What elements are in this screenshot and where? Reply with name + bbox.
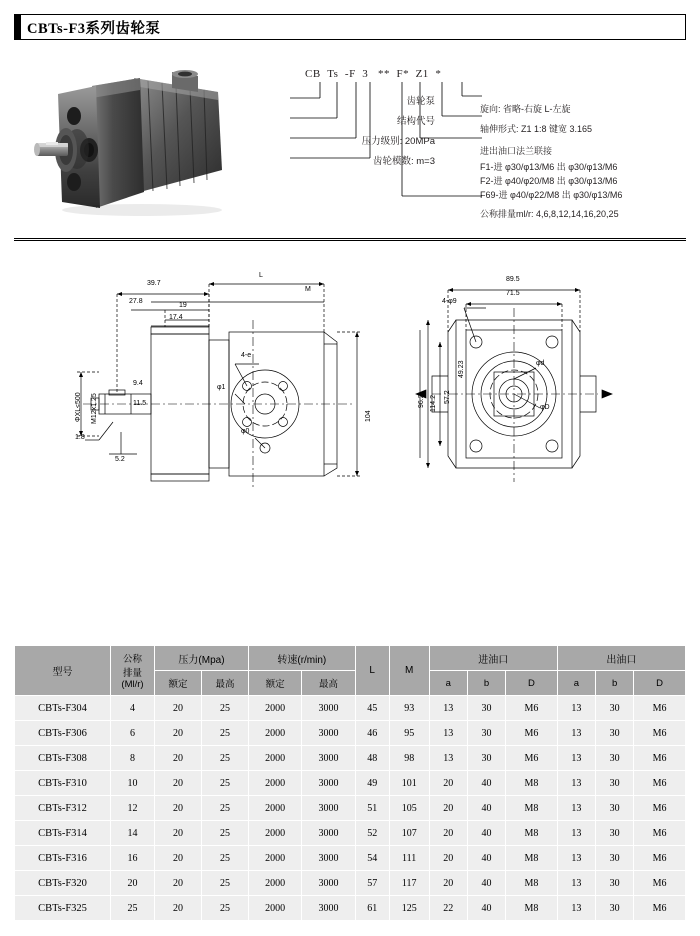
code-part-2: -F (344, 68, 356, 80)
th-inlet-a: a (429, 671, 467, 696)
cell-L: 57 (355, 871, 389, 896)
cell-out_a: 13 (557, 821, 595, 846)
header-accent-bar (15, 15, 21, 39)
front-view-drawing (414, 272, 664, 522)
cell-L: 45 (355, 696, 389, 721)
cell-L: 46 (355, 721, 389, 746)
dim-4-phi9: 4-φ9 (442, 298, 457, 305)
model-code-string (305, 68, 441, 80)
cell-disp: 10 (111, 771, 155, 796)
th-speed-rated: 额定 (248, 671, 301, 696)
cell-p_rated: 20 (155, 771, 202, 796)
table-body (15, 696, 686, 921)
code-right-label-5: F69-进 φ40/φ22/M8 出 φ30/φ13/M6 (480, 190, 623, 200)
dim-phi0: φ0 (241, 428, 250, 435)
product-overview-section (0, 46, 700, 231)
cell-model: CBTs-F304 (15, 696, 111, 721)
cell-in_D: M6 (506, 696, 558, 721)
cell-disp: 20 (111, 871, 155, 896)
dim-phi-D: φD (540, 404, 550, 411)
cell-in_b: 30 (467, 746, 505, 771)
code-part-3: 3 (362, 68, 369, 80)
cell-disp: 4 (111, 696, 155, 721)
cell-p_rated: 20 (155, 896, 202, 921)
cell-in_b: 40 (467, 821, 505, 846)
th-outlet-a: a (557, 671, 595, 696)
cell-in_D: M8 (506, 871, 558, 896)
table-row (15, 746, 686, 771)
code-part-6: Z1 (415, 68, 429, 80)
cell-model: CBTs-F325 (15, 896, 111, 921)
cell-model: CBTs-F306 (15, 721, 111, 746)
cell-n_rated: 2000 (248, 721, 301, 746)
th-outlet-D: D (634, 671, 686, 696)
cell-L: 49 (355, 771, 389, 796)
table-head (15, 646, 686, 696)
th-M: M (389, 646, 429, 696)
cell-out_b: 30 (596, 821, 634, 846)
dim-4-e: 4-е (241, 352, 252, 359)
dim-xl500: ΦXL≤500 (75, 392, 82, 422)
dim-19: 19 (179, 302, 187, 309)
cell-out_D: M6 (634, 771, 686, 796)
cell-n_rated: 2000 (248, 746, 301, 771)
cell-out_a: 13 (557, 846, 595, 871)
cell-p_max: 25 (201, 771, 248, 796)
cell-M: 101 (389, 771, 429, 796)
cell-disp: 12 (111, 796, 155, 821)
cell-model: CBTs-F312 (15, 796, 111, 821)
dim-phi1: φ1 (217, 384, 226, 391)
cell-p_rated: 20 (155, 696, 202, 721)
code-left-label-2: 压力级别: 20MPa (361, 136, 435, 147)
cell-out_D: M6 (634, 696, 686, 721)
code-part-7: * (435, 68, 442, 80)
cell-p_max: 25 (201, 721, 248, 746)
table-row (15, 821, 686, 846)
cell-p_max: 25 (201, 746, 248, 771)
code-part-1: Ts (327, 68, 339, 80)
cell-n_rated: 2000 (248, 846, 301, 871)
cell-out_a: 13 (557, 871, 595, 896)
code-left-label-1: 结构代号 (396, 116, 435, 127)
cell-M: 93 (389, 696, 429, 721)
cell-n_max: 3000 (302, 896, 355, 921)
cell-in_b: 30 (467, 721, 505, 746)
dim-89-5: 89.5 (506, 276, 520, 283)
dim-39-7: 39.7 (147, 280, 161, 287)
cell-disp: 25 (111, 896, 155, 921)
table-row (15, 696, 686, 721)
cell-p_rated: 20 (155, 746, 202, 771)
cell-in_a: 13 (429, 746, 467, 771)
cell-out_a: 13 (557, 696, 595, 721)
cell-in_D: M8 (506, 846, 558, 871)
specification-table (14, 645, 686, 921)
cell-out_b: 30 (596, 771, 634, 796)
cell-in_a: 20 (429, 871, 467, 896)
cell-M: 107 (389, 821, 429, 846)
cell-out_a: 13 (557, 771, 595, 796)
cell-disp: 14 (111, 821, 155, 846)
dim-57-2: 57.2 (444, 390, 451, 404)
code-left-label-3: 齿轮模数: m=3 (372, 156, 435, 167)
th-inlet: 进油口 (429, 646, 557, 671)
cell-M: 98 (389, 746, 429, 771)
cell-in_D: M8 (506, 896, 558, 921)
cell-p_rated: 20 (155, 871, 202, 896)
cell-n_max: 3000 (302, 746, 355, 771)
table-row (15, 796, 686, 821)
dim-49-23: 49.23 (458, 360, 465, 378)
cell-in_a: 13 (429, 721, 467, 746)
th-model: 型号 (15, 646, 111, 696)
cell-M: 125 (389, 896, 429, 921)
th-speed: 转速(r/min) (248, 646, 355, 671)
cell-out_a: 13 (557, 721, 595, 746)
cell-disp: 6 (111, 721, 155, 746)
cell-in_b: 30 (467, 696, 505, 721)
cell-L: 54 (355, 846, 389, 871)
cell-M: 111 (389, 846, 429, 871)
cell-out_a: 13 (557, 746, 595, 771)
cell-n_rated: 2000 (248, 821, 301, 846)
cell-in_D: M6 (506, 721, 558, 746)
th-displacement-line1: 公称 排量 (Ml/r) (121, 654, 144, 690)
cell-p_rated: 20 (155, 821, 202, 846)
th-outlet-b: b (596, 671, 634, 696)
dim-27-8: 27.8 (129, 298, 143, 305)
cell-n_rated: 2000 (248, 696, 301, 721)
dim-M: M (305, 286, 311, 293)
cell-L: 51 (355, 796, 389, 821)
code-part-4: ** (377, 68, 390, 80)
cell-out_D: M6 (634, 721, 686, 746)
cell-in_b: 40 (467, 796, 505, 821)
technical-drawings-section (14, 262, 686, 620)
th-speed-max: 最高 (302, 671, 355, 696)
cell-p_rated: 20 (155, 721, 202, 746)
section-divider (14, 238, 686, 241)
cell-in_a: 22 (429, 896, 467, 921)
cell-out_b: 30 (596, 721, 634, 746)
cell-L: 61 (355, 896, 389, 921)
th-pressure: 压力(Mpa) (155, 646, 249, 671)
cell-p_max: 25 (201, 696, 248, 721)
cell-n_rated: 2000 (248, 796, 301, 821)
cell-n_rated: 2000 (248, 871, 301, 896)
cell-n_max: 3000 (302, 796, 355, 821)
cell-p_rated: 20 (155, 796, 202, 821)
th-pressure-rated: 额定 (155, 671, 202, 696)
th-inlet-b: b (467, 671, 505, 696)
table-row (15, 896, 686, 921)
cell-out_b: 30 (596, 871, 634, 896)
th-inlet-D: D (506, 671, 558, 696)
dim-m12: M12х1.25 (91, 393, 98, 424)
cell-in_b: 40 (467, 871, 505, 896)
dim-96-2: 96.2 (418, 394, 425, 408)
cell-model: CBTs-F310 (15, 771, 111, 796)
cell-out_b: 30 (596, 846, 634, 871)
th-displacement (111, 646, 155, 696)
cell-in_b: 40 (467, 896, 505, 921)
cell-in_a: 20 (429, 796, 467, 821)
code-right-label-2: 进出油口法兰联接 (480, 146, 553, 156)
dim-11-5: 11.5 (133, 400, 147, 407)
code-right-label-3: F1-进 φ30/φ13/M6 出 φ30/φ13/M6 (480, 162, 618, 172)
page-header (14, 14, 686, 40)
code-right-label-6: 公称排量ml/r: 4,6,8,12,14,16,20,25 (480, 209, 619, 219)
cell-model: CBTs-F314 (15, 821, 111, 846)
code-right-label-4: F2-进 φ40/φ20/M8 出 φ30/φ13/M6 (480, 176, 618, 186)
cell-out_b: 30 (596, 746, 634, 771)
dim-phi-d: φd (536, 360, 545, 367)
cell-p_max: 25 (201, 821, 248, 846)
cell-out_a: 13 (557, 796, 595, 821)
table-row (15, 721, 686, 746)
dim-9-4: 9.4 (133, 380, 143, 387)
cell-in_b: 40 (467, 771, 505, 796)
side-view-drawing (69, 272, 372, 522)
cell-out_a: 13 (557, 896, 595, 921)
cell-n_rated: 2000 (248, 771, 301, 796)
dim-taper: 1:8 (75, 434, 85, 441)
code-right-label-1: 轴伸形式: Z1 1:8 键宽 3.165 (480, 124, 593, 134)
cell-p_rated: 20 (155, 846, 202, 871)
cell-out_D: M6 (634, 871, 686, 896)
cell-n_max: 3000 (302, 846, 355, 871)
cell-out_D: M6 (634, 821, 686, 846)
pump-photo (22, 50, 272, 220)
cell-n_max: 3000 (302, 696, 355, 721)
dim-114-2: 114.2 (430, 395, 437, 412)
specification-table-wrapper (14, 645, 686, 921)
cell-n_max: 3000 (302, 871, 355, 896)
code-part-5: F* (396, 68, 410, 80)
cell-M: 95 (389, 721, 429, 746)
th-L: L (355, 646, 389, 696)
cell-p_max: 25 (201, 846, 248, 871)
dim-71-5: 71.5 (506, 290, 520, 297)
cell-out_D: M6 (634, 896, 686, 921)
model-code-diagram (290, 56, 690, 226)
cell-out_D: M6 (634, 746, 686, 771)
cell-out_b: 30 (596, 796, 634, 821)
table-header-row-1 (15, 646, 686, 671)
cell-in_b: 40 (467, 846, 505, 871)
cell-M: 105 (389, 796, 429, 821)
cell-disp: 8 (111, 746, 155, 771)
page-title: CBTs-F3系列齿轮泵 (27, 20, 161, 37)
cell-in_D: M8 (506, 771, 558, 796)
dim-17-4: 17.4 (169, 314, 183, 321)
dim-104: 104 (365, 410, 372, 422)
code-part-0: CB (305, 68, 321, 80)
cell-model: CBTs-F320 (15, 871, 111, 896)
code-right-label-0: 旋向: 省略-右旋 L-左旋 (480, 104, 571, 114)
dim-L: L (259, 272, 263, 279)
cell-L: 48 (355, 746, 389, 771)
cell-p_max: 25 (201, 796, 248, 821)
cell-out_b: 30 (596, 896, 634, 921)
cell-p_max: 25 (201, 896, 248, 921)
table-row (15, 871, 686, 896)
cell-out_D: M6 (634, 846, 686, 871)
cell-p_max: 25 (201, 871, 248, 896)
th-pressure-max: 最高 (201, 671, 248, 696)
cell-n_max: 3000 (302, 721, 355, 746)
cell-model: CBTs-F308 (15, 746, 111, 771)
cell-model: CBTs-F316 (15, 846, 111, 871)
cell-out_D: M6 (634, 796, 686, 821)
cell-in_D: M8 (506, 821, 558, 846)
cell-n_max: 3000 (302, 771, 355, 796)
table-row (15, 846, 686, 871)
cell-out_b: 30 (596, 696, 634, 721)
cell-disp: 16 (111, 846, 155, 871)
code-left-label-0: 齿轮泵 (406, 96, 435, 107)
cell-n_max: 3000 (302, 821, 355, 846)
table-row (15, 771, 686, 796)
cell-in_D: M8 (506, 796, 558, 821)
cell-in_a: 13 (429, 696, 467, 721)
cell-in_D: M6 (506, 746, 558, 771)
cell-L: 52 (355, 821, 389, 846)
dim-5-2: 5.2 (115, 456, 125, 463)
cell-n_rated: 2000 (248, 896, 301, 921)
th-outlet: 出油口 (557, 646, 685, 671)
cell-in_a: 20 (429, 821, 467, 846)
cell-in_a: 20 (429, 846, 467, 871)
cell-in_a: 20 (429, 771, 467, 796)
cell-M: 117 (389, 871, 429, 896)
